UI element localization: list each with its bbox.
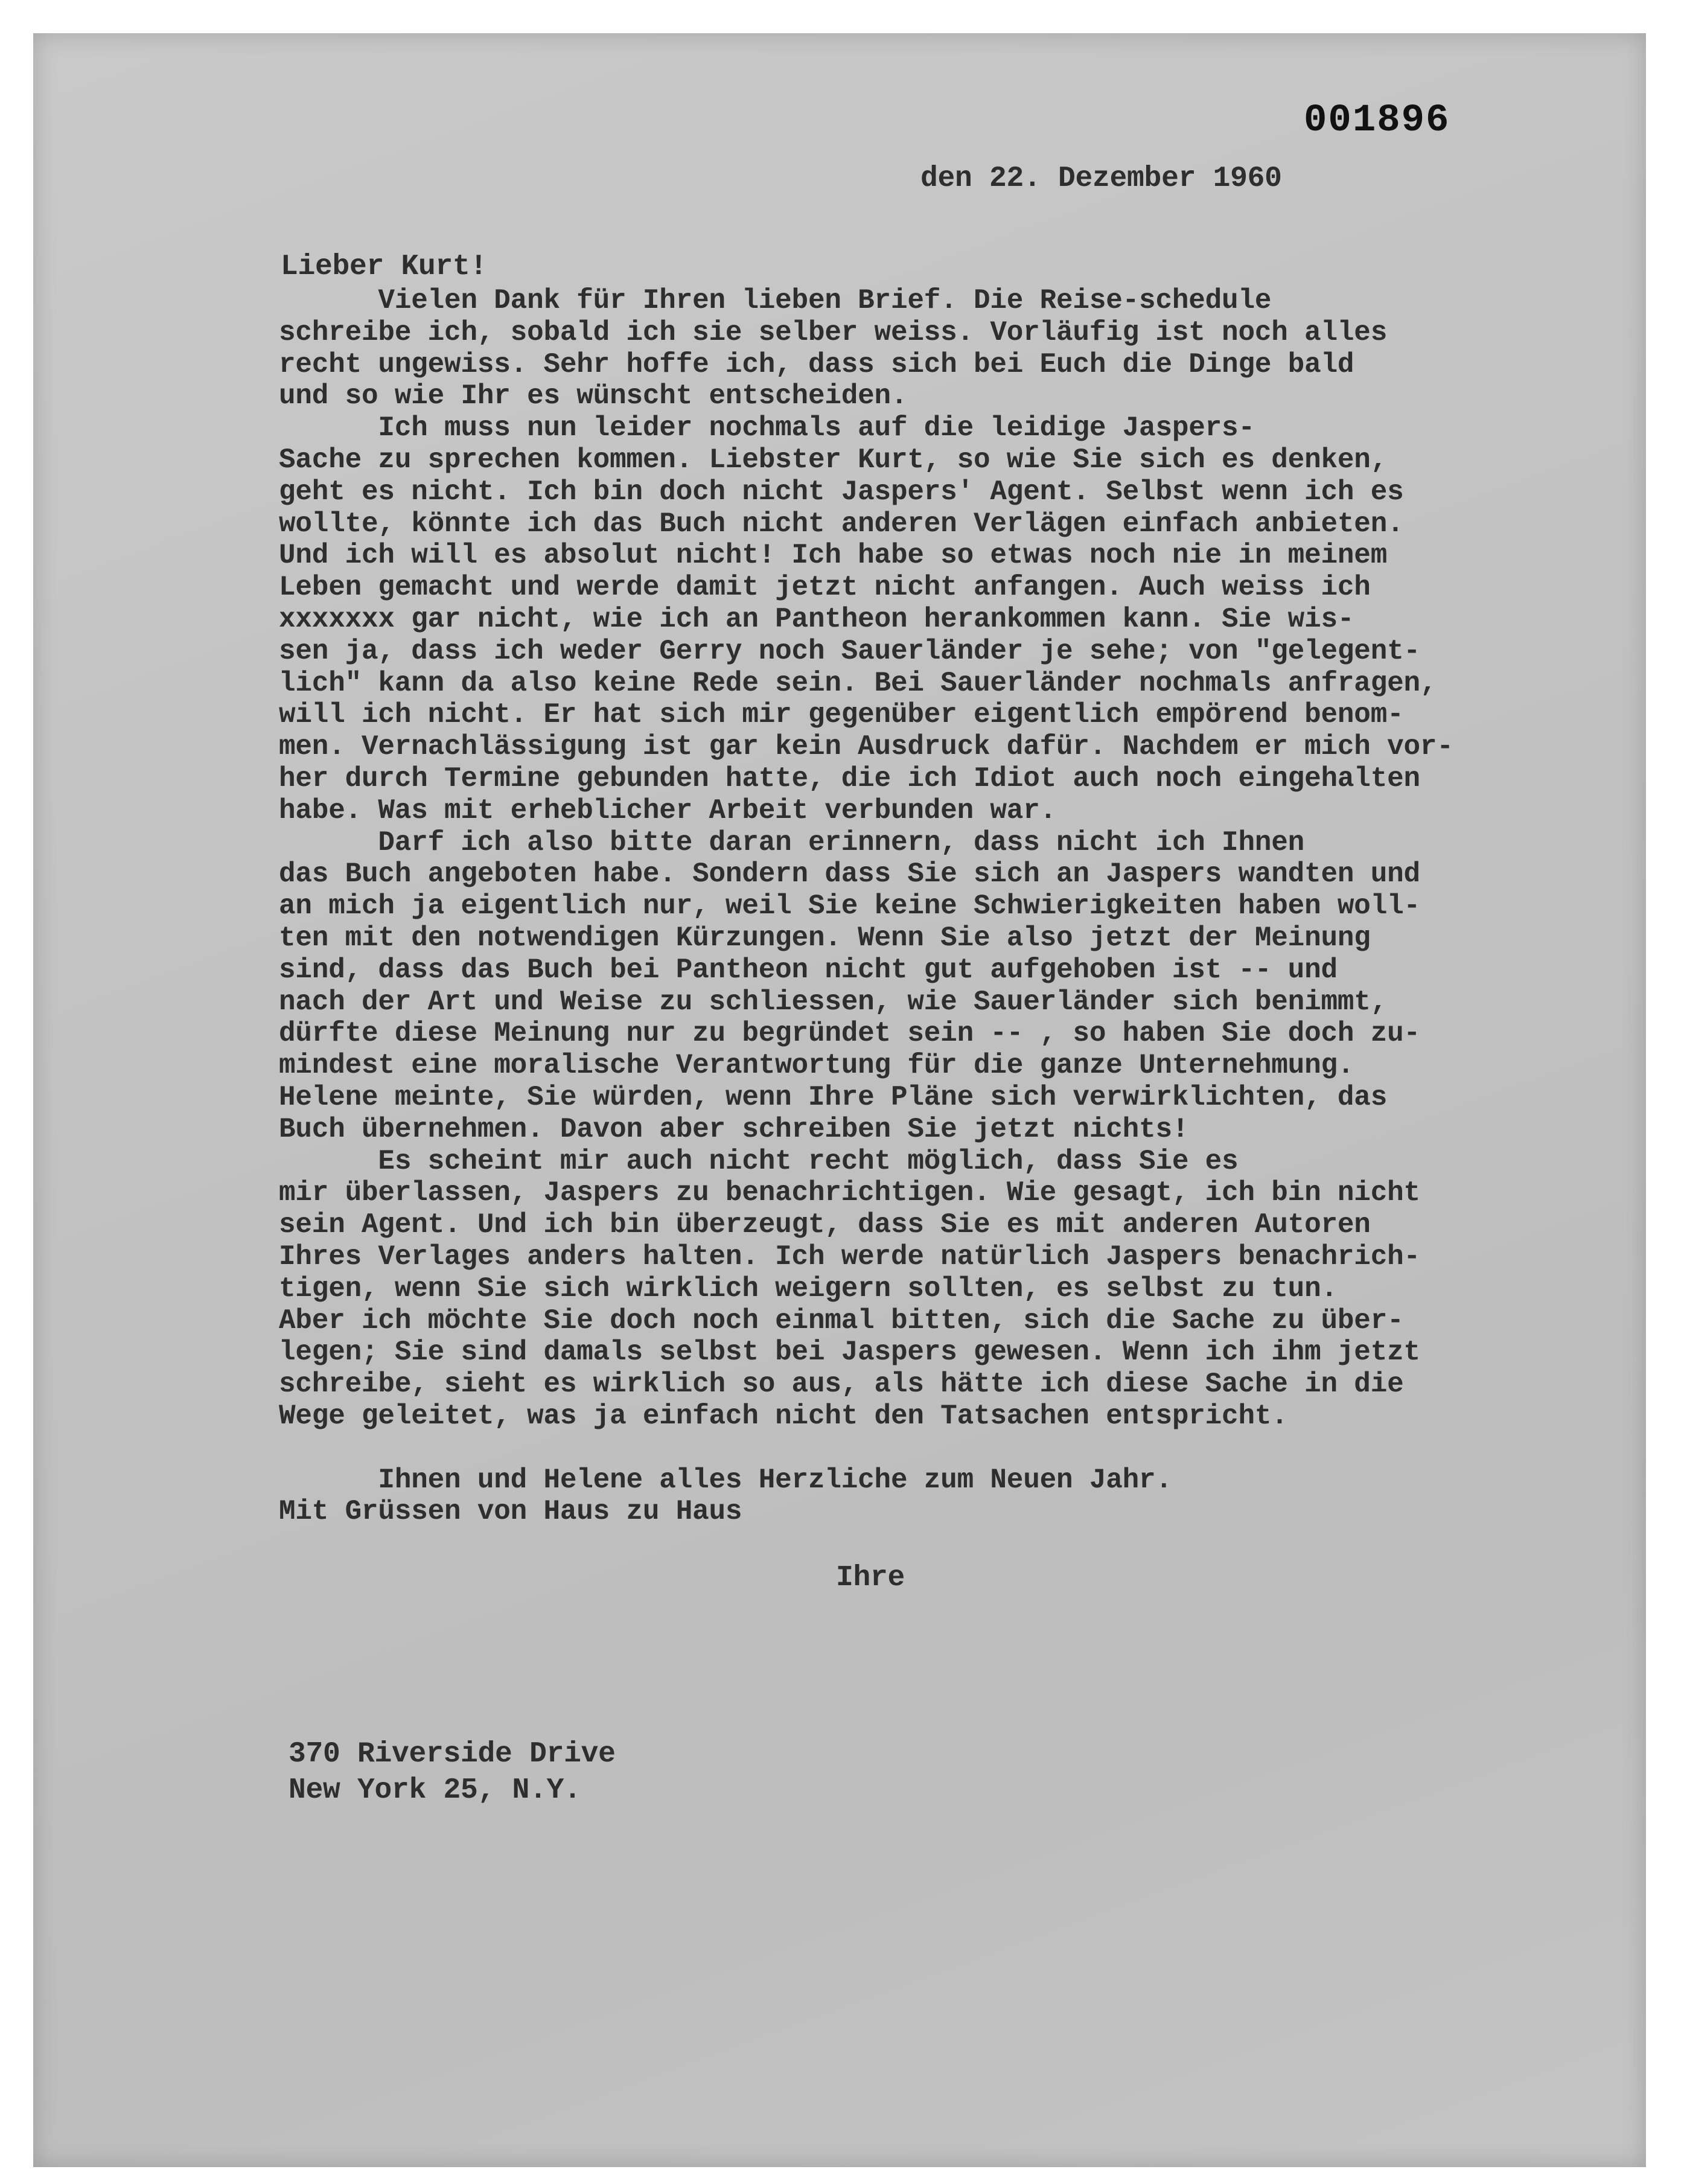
- document-number: 001896: [1304, 99, 1450, 142]
- letter-line: Ich muss nun leider nochmals auf die leidige Jaspers-: [279, 412, 1255, 444]
- letter-line: nach der Art und Weise zu schliessen, wie Sauerländer sich benimmt,: [279, 986, 1388, 1018]
- letter-line: mindest eine moralische Verantwortung für die ganze Unternehmung.: [279, 1050, 1354, 1082]
- letter-line: und so wie Ihr es wünscht entscheiden.: [279, 380, 908, 412]
- letter-line: dürfte diese Meinung nur zu begründet sein -- , so haben Sie doch zu-: [279, 1018, 1420, 1050]
- letter-line: Leben gemacht und werde damit jetzt nicht anfangen. Auch weiss ich: [279, 572, 1371, 604]
- letter-line: Wege geleitet, was ja einfach nicht den Tatsachen entspricht.: [279, 1400, 1288, 1432]
- letter-line: wollte, könnte ich das Buch nicht anderen Verlägen einfach anbieten.: [279, 508, 1404, 540]
- letter-line: Und ich will es absolut nicht! Ich habe so etwas noch nie in meinem: [279, 540, 1388, 572]
- letter-line: Darf ich also bitte daran erinnern, dass nicht ich Ihnen: [279, 826, 1305, 858]
- letter-line: das Buch angeboten habe. Sondern dass Sie sich an Jaspers wandten und: [279, 858, 1420, 890]
- letter-line: Helene meinte, Sie würden, wenn Ihre Pläne sich verwirklichten, das: [279, 1082, 1388, 1113]
- letter-line: her durch Termine gebunden hatte, die ich Idiot auch noch eingehalten: [279, 763, 1420, 794]
- letter-line: men. Vernachlässigung ist gar kein Ausdruck dafür. Nachdem er mich vor-: [279, 731, 1453, 763]
- letter-line: ten mit den notwendigen Kürzungen. Wenn Sie also jetzt der Meinung: [279, 922, 1371, 954]
- letter-line: schreibe ich, sobald ich sie selber weiss. Vorläufig ist noch alles: [279, 316, 1388, 348]
- letter-line: Sache zu sprechen kommen. Liebster Kurt, so wie Sie sich es denken,: [279, 444, 1388, 476]
- letter-line: an mich ja eigentlich nur, weil Sie keine Schwierigkeiten haben woll-: [279, 890, 1420, 922]
- letter-line: sen ja, dass ich weder Gerry noch Sauerländer je sehe; von "gelegent-: [279, 635, 1420, 667]
- letter-line: Es scheint mir auch nicht recht möglich, dass Sie es: [279, 1145, 1239, 1177]
- letter-date: den 22. Dezember 1960: [920, 162, 1282, 195]
- address-line-2: New York 25, N.Y.: [289, 1774, 581, 1807]
- address-line-1: 370 Riverside Drive: [289, 1738, 616, 1771]
- letter-line: Ihres Verlages anders halten. Ich werde natürlich Jaspers benachrich-: [279, 1241, 1420, 1272]
- letter-line: mir überlassen, Jaspers zu benachrichtigen. Wie gesagt, ich bin nicht: [279, 1177, 1420, 1209]
- letter-line: Buch übernehmen. Davon aber schreiben Sie jetzt nichts!: [279, 1113, 1189, 1145]
- letter-line: xxxxxxx gar nicht, wie ich an Pantheon herankommen kann. Sie wis-: [279, 604, 1354, 635]
- letter-line: recht ungewiss. Sehr hoffe ich, dass sich bei Euch die Dinge bald: [279, 348, 1354, 380]
- letter-line: schreibe, sieht es wirklich so aus, als hätte ich diese Sache in die: [279, 1368, 1404, 1400]
- letter-line: sein Agent. Und ich bin überzeugt, dass Sie es mit anderen Autoren: [279, 1209, 1371, 1241]
- letter-line: will ich nicht. Er hat sich mir gegenüber eigentlich empörend benom-: [279, 699, 1404, 731]
- letter-line: Ihnen und Helene alles Herzliche zum Neuen Jahr.: [279, 1464, 1172, 1496]
- letter-line: Vielen Dank für Ihren lieben Brief. Die Reise-schedule: [279, 285, 1272, 316]
- letter-line: habe. Was mit erheblicher Arbeit verbunden war.: [279, 794, 1057, 826]
- letter-line: lich" kann da also keine Rede sein. Bei Sauerländer nochmals anfragen,: [279, 667, 1437, 699]
- letter-line: Aber ich möchte Sie doch noch einmal bitten, sich die Sache zu über-: [279, 1304, 1404, 1336]
- letter-line: sind, dass das Buch bei Pantheon nicht gut aufgehoben ist -- und: [279, 954, 1338, 986]
- closing: Ihre: [836, 1562, 905, 1594]
- letter-line: geht es nicht. Ich bin doch nicht Jaspers' Agent. Selbst wenn ich es: [279, 476, 1404, 508]
- letter-line: tigen, wenn Sie sich wirklich weigern sollten, es selbst zu tun.: [279, 1272, 1338, 1304]
- letter-line: Mit Grüssen von Haus zu Haus: [279, 1496, 742, 1528]
- salutation: Lieber Kurt!: [281, 251, 488, 283]
- letter-line: legen; Sie sind damals selbst bei Jaspers gewesen. Wenn ich ihm jetzt: [279, 1336, 1420, 1368]
